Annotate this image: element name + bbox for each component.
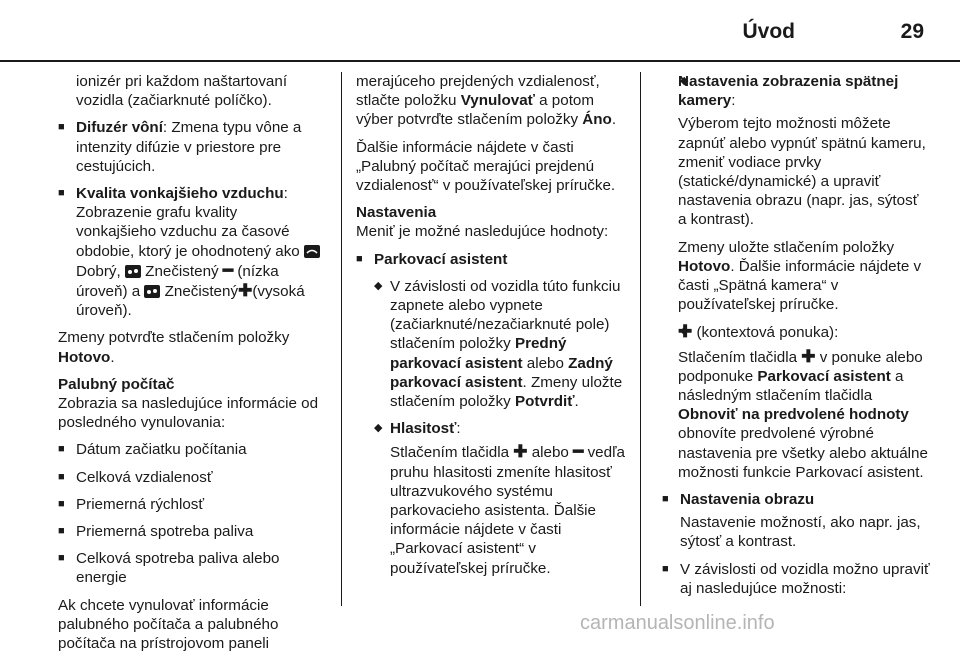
item-text: : Zmena typu vône a intenzity difúzie v priestore pre cestujúcich. (76, 119, 302, 175)
plus-icon: ✚ (801, 346, 816, 366)
done-label: Hotovo (678, 257, 731, 275)
text: . (574, 393, 579, 411)
restore-defaults-label: Obnoviť na predvolené hodnoty (678, 406, 909, 424)
sub-list-item (662, 72, 930, 110)
confirm-end: . (110, 348, 115, 366)
air-polluted-high-icon (144, 285, 160, 298)
item-text: (vysoká úroveň). (76, 283, 305, 320)
text: Zmeny uložte stlačením položky (678, 238, 895, 256)
confirm-text: Zmeny potvrďte stlačením položky (58, 329, 290, 347)
list-item: ■ Nastavenia obrazu (662, 490, 930, 509)
column-2 (356, 72, 634, 586)
reset-paragraph: Ak chcete vynulovať informácie palubného počítača a palubného počítača na prístrojovom paneli (58, 596, 279, 653)
text: alebo (522, 354, 569, 372)
text: alebo (527, 444, 574, 462)
text: vedľa pruhu hlasitosti zmeníte hlasitosť ultrazvukového systému parkovacieho asistenta. Ďalšie informácie nájdete v časti „Parkovací asistent“ v používateľskej príručke. (390, 444, 625, 577)
item-text: : Zobrazenie grafu kvality vonkajšieho vzduchu za časové obdobie, ktorý je ohodnotený ako (76, 185, 304, 260)
text: : (456, 420, 461, 438)
text: . Ďalšie informácie nájdete v časti „Spätná kamera“ v používateľskej príručke. (678, 257, 922, 314)
yes-label: Áno (582, 111, 612, 129)
item-text: Znečistený (160, 283, 239, 301)
image-settings-text: Nastavenie možností, ako napr. jas, sýtosť a kontrast. (680, 514, 921, 551)
context-text (662, 347, 930, 482)
item-title: Kvalita vonkajšieho vzduchu (76, 185, 284, 203)
settings-heading: Nastavenia (356, 204, 437, 222)
camera-save (662, 238, 930, 315)
text: : (731, 92, 736, 110)
camera-text: Výberom tejto možnosti môžete zapnúť alebo vypnúť spätnú kameru, zmeniť vodiace prvky (statické/dynamické) a upraviť nastavenia obrazu (napr. jas, sýtosť a kontrast). (678, 115, 926, 229)
trip-heading: Palubný počítač (58, 375, 175, 393)
settings-intro: Meniť je možné nasledujúce hodnoty: (356, 223, 609, 241)
list-item: ■ Priemerná spotreba paliva (58, 522, 320, 541)
trip-intro: Zobrazia sa nasledujúce informácie od posledného vynulovania: (58, 395, 319, 432)
text: V závislosti od vozidla túto funkciu zapnete alebo vypnete (začiarknuté/nezačiarknuté pole) stlačením položky (390, 277, 621, 353)
plus-icon: ✚ (513, 442, 528, 462)
text: Stlačením tlačidla (390, 444, 514, 462)
page-number: 29 (900, 20, 924, 43)
plus-icon: ✚ (238, 281, 253, 301)
list-item: ■ Parkovací asistent (356, 250, 634, 269)
rear-park-label: Zadný parkovací asistent (390, 354, 613, 391)
text: obnovíte predvolené výrobné nastavenia pre všetky alebo aktuálne možnosti funkcie Parkovací asistent. (678, 425, 928, 481)
text: a potom výber potvrďte stlačením položky (356, 92, 595, 129)
list-item: ■ Dátum začiatku počítania (58, 440, 320, 459)
ionizer-continuation: ionizér pri každom naštartovaní vozidla (začiarknuté políčko). (76, 73, 288, 110)
column-divider (341, 72, 342, 606)
reset-continuation (356, 72, 634, 130)
sub-list-item (356, 419, 634, 438)
trip-reference: Ďalšie informácie nájdete v časti „Palubný počítač merajúci prejdenú vzdialenosť“ v používateľskej príručke. (356, 138, 616, 195)
text: v ponuke alebo podponuke (678, 348, 923, 385)
park-assist-label: Parkovací asistent (757, 367, 891, 385)
item-text: (nízka úroveň) a (76, 262, 279, 301)
column-divider (640, 72, 641, 606)
air-good-icon (304, 245, 320, 258)
plus-icon: ✚ (678, 322, 693, 342)
item-title: Difuzér vôní (76, 119, 163, 137)
text: . Zmeny uložte stlačením položky (390, 373, 623, 411)
sub-list-item (662, 322, 930, 342)
list-item: ■ Celková vzdialenosť (58, 468, 320, 487)
list-item (58, 184, 320, 320)
list-item: ■ V závislosti od vozidla možno upraviť aj nasledujúce možnosti: (662, 560, 930, 598)
front-park-label: Predný parkovací asistent (390, 335, 567, 372)
confirm-paragraph (58, 328, 320, 366)
minus-icon: ━ (222, 260, 234, 280)
text: Stlačením tlačidla (678, 348, 802, 366)
volume-title: Hlasitosť (390, 420, 457, 438)
camera-title: Nastavenia zobrazenia spätnej kamery (678, 73, 899, 110)
minus-icon: ━ (573, 442, 584, 462)
confirm-label: Potvrdiť (514, 393, 575, 411)
done-label: Hotovo (58, 348, 111, 366)
reset-label: Vynulovať (460, 92, 535, 110)
item-text: Dobrý, (76, 262, 125, 280)
list-item: ■ Celková spotreba paliva alebo energie (58, 549, 320, 587)
sub-list-item (356, 277, 634, 411)
header-rule (0, 60, 960, 62)
volume-text (356, 442, 634, 577)
text: merajúceho prejdených vzdialenosť, stlačte položku (356, 73, 600, 110)
column-1 (58, 72, 320, 661)
watermark: carmanualsonline.info (580, 612, 775, 634)
air-polluted-icon (125, 265, 141, 278)
list-item (58, 118, 320, 176)
item-text: Znečistený (140, 262, 223, 280)
text: a následným stlačením tlačidla (678, 367, 904, 405)
page-section-title: Úvod (742, 20, 795, 43)
list-item: ■ Priemerná rýchlosť (58, 495, 320, 514)
column-3 (662, 72, 930, 606)
text: . (611, 111, 617, 129)
text: (kontextová ponuka): (696, 324, 839, 342)
